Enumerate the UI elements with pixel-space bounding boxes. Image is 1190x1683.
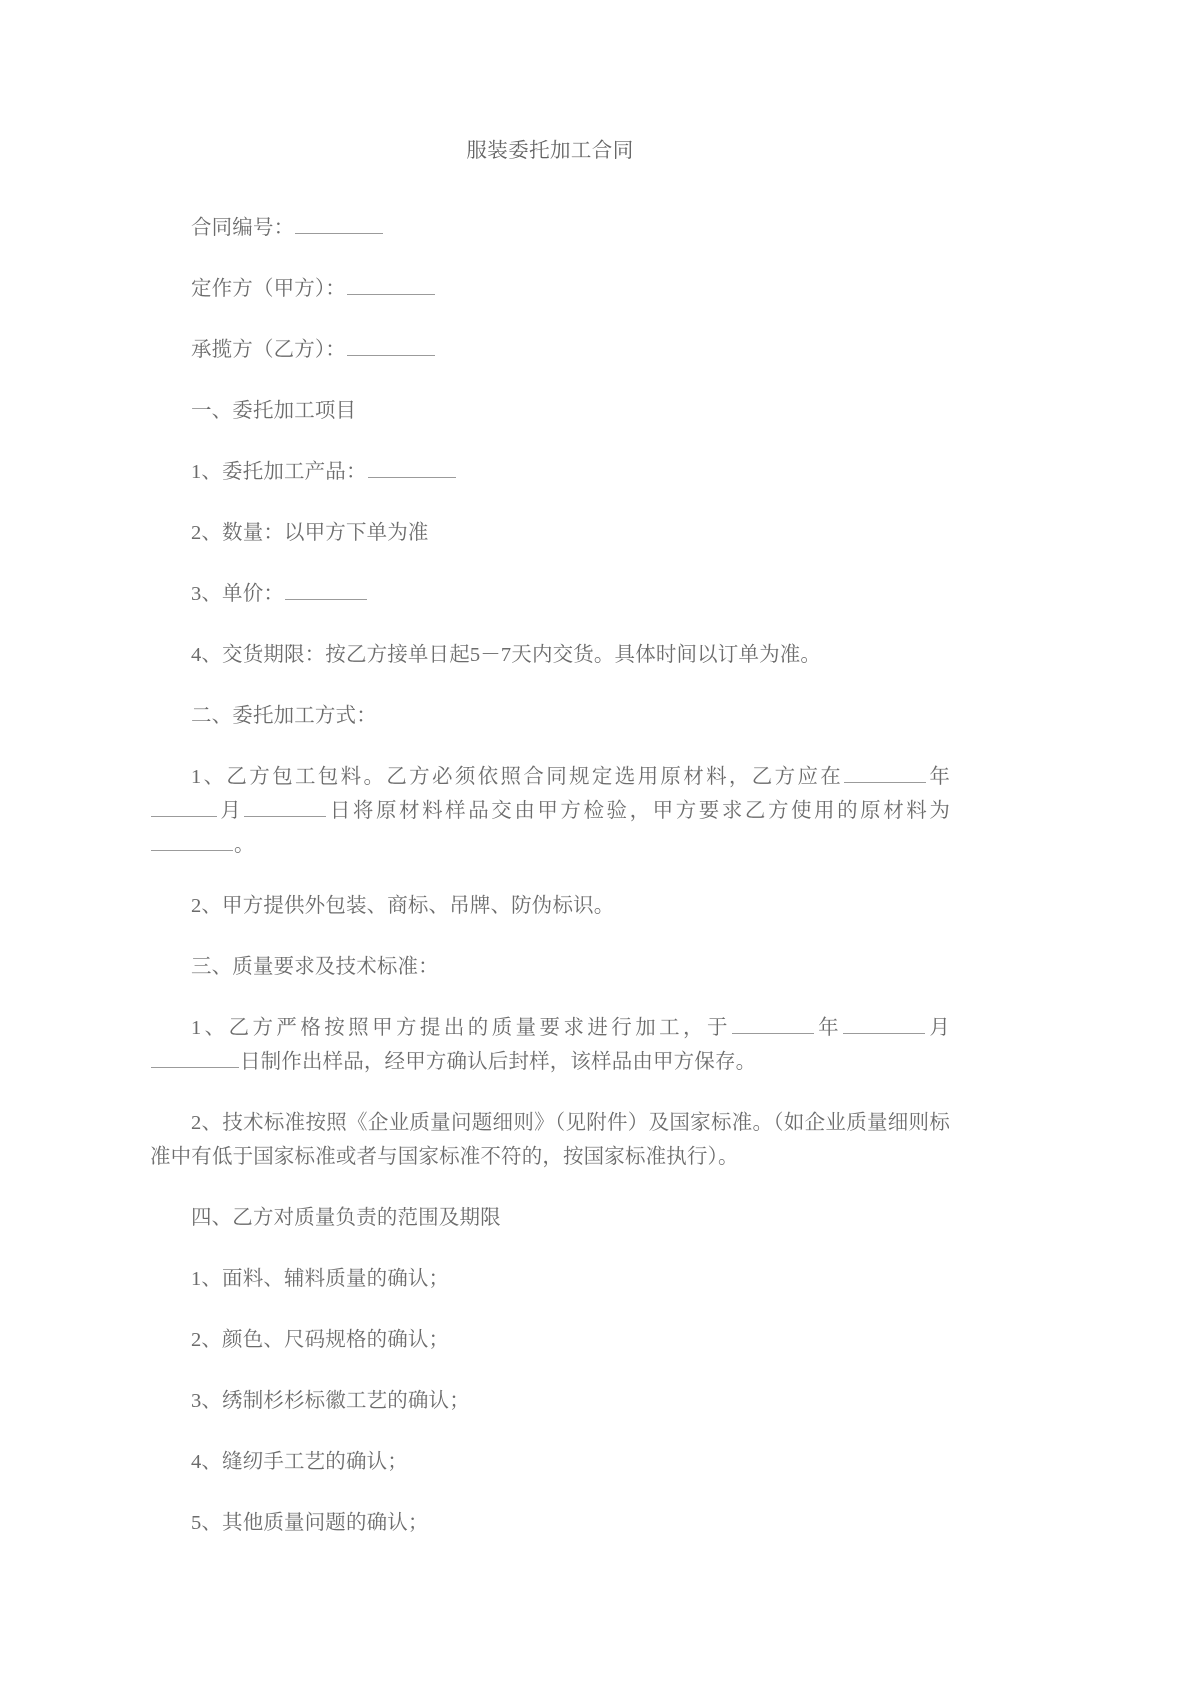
section-1-item-3-blank[interactable] — [285, 580, 367, 600]
section-2-item-1-part-2: 年 — [927, 765, 950, 788]
section-4-item-5: 5、其他质量问题的确认； — [191, 1511, 429, 1534]
page-title: 服装委托加工合同 — [466, 140, 634, 162]
section-3-item-1-part-1: 1、乙方严格按照甲方提出的质量要求进行加工，于 — [191, 1016, 731, 1039]
section-heading-1: 一、委托加工项目 — [191, 399, 357, 422]
section-2-item-1-part-5: 。 — [234, 833, 255, 856]
section-2-item-1-year-blank[interactable] — [844, 763, 926, 783]
field-party-a — [150, 272, 950, 306]
section-2-item-1-month-blank[interactable] — [151, 797, 217, 817]
section-3-item-2: 2、技术标准按照《企业质量问题细则》（见附件）及国家标准。（如企业质量细则标准中有低于国家标准或者与国家标准不符的，按国家标准执行）。 — [150, 1111, 950, 1168]
section-1-item-2: 2、数量：以甲方下单为准 — [191, 521, 429, 544]
field-contract-number-label: 合同编号： — [191, 216, 295, 239]
section-heading-3: 三、质量要求及技术标准： — [191, 955, 439, 978]
section-3-item-1-part-3: 月 — [926, 1016, 950, 1039]
section-1-item-1-text: 1、委托加工产品： — [191, 460, 367, 483]
section-2-item-1-part-3: 月 — [218, 799, 244, 822]
section-3-item-1-month-blank[interactable] — [843, 1014, 925, 1034]
section-3-item-1 — [150, 1011, 950, 1079]
field-party-a-blank[interactable] — [347, 275, 435, 295]
section-1-item-4: 4、交货期限：按乙方接单日起5－7天内交货。具体时间以订单为准。 — [191, 643, 822, 666]
section-4-item-2: 2、颜色、尺码规格的确认； — [191, 1328, 450, 1351]
section-1-item-3-text: 3、单价： — [191, 582, 284, 605]
section-heading-2: 二、委托加工方式： — [191, 704, 377, 727]
section-1-item-1-blank[interactable] — [368, 458, 456, 478]
field-party-a-label: 定作方（甲方）： — [191, 277, 346, 300]
section-heading-4: 四、乙方对质量负责的范围及期限 — [191, 1206, 501, 1229]
section-4-item-4: 4、缝纫手工艺的确认； — [191, 1450, 408, 1473]
section-3-item-1-part-2: 年 — [814, 1016, 843, 1039]
section-2-item-2: 2、甲方提供外包装、商标、吊牌、防伪标识。 — [191, 894, 615, 917]
document-body — [150, 0, 950, 1540]
section-4-item-3: 3、绣制杉杉标徽工艺的确认； — [191, 1389, 470, 1412]
section-2-item-1-part-1: 1、乙方包工包料。乙方必须依照合同规定选用原材料，乙方应在 — [191, 765, 844, 788]
field-party-b — [150, 333, 950, 367]
section-2-item-1-day-blank[interactable] — [244, 797, 326, 817]
section-2-item-1 — [150, 760, 950, 862]
section-3-item-1-year-blank[interactable] — [732, 1014, 814, 1034]
section-3-item-1-day-blank[interactable] — [151, 1048, 239, 1068]
field-contract-number — [150, 211, 950, 245]
field-contract-number-blank[interactable] — [295, 214, 383, 234]
section-1-item-1 — [150, 455, 950, 489]
section-2-item-1-part-4: 日将原材料样品交由甲方检验，甲方要求乙方使用的原材料为 — [327, 799, 950, 822]
section-4-item-1: 1、面料、辅料质量的确认； — [191, 1267, 450, 1290]
section-2-item-1-material-blank[interactable] — [151, 831, 233, 851]
section-3-item-1-part-4: 日制作出样品，经甲方确认后封样，该样品由甲方保存。 — [240, 1050, 757, 1073]
field-party-b-label: 承揽方（乙方）： — [191, 338, 346, 361]
section-1-item-3 — [150, 577, 950, 611]
field-party-b-blank[interactable] — [347, 336, 435, 356]
